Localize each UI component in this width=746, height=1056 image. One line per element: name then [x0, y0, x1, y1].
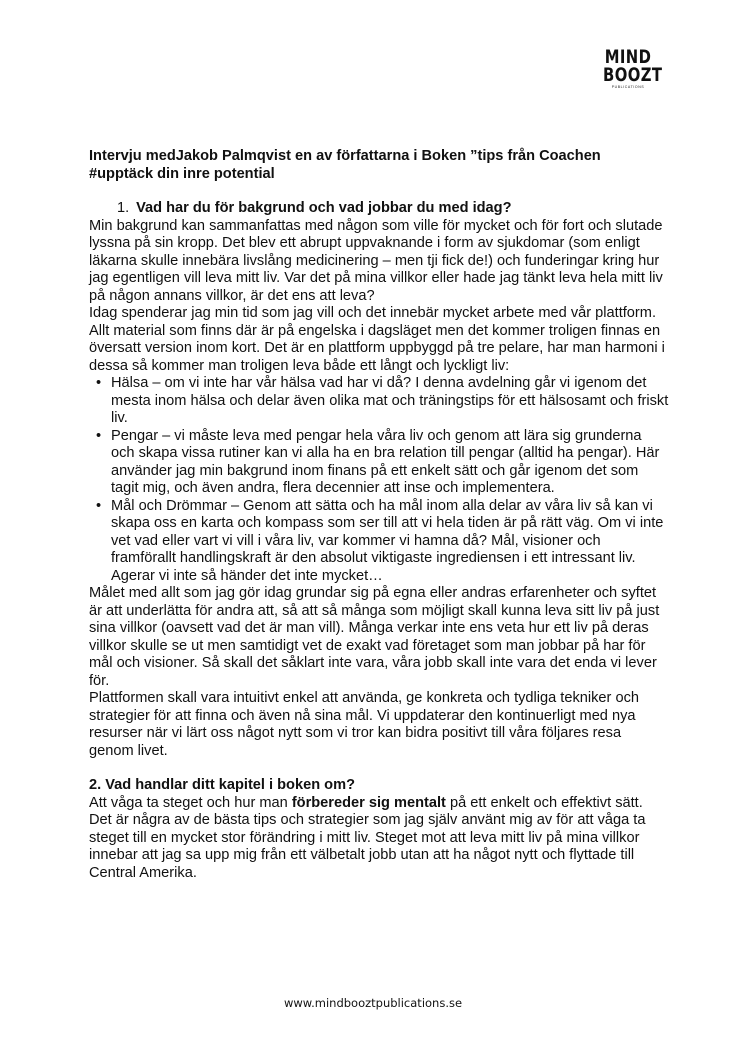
footer-url: www.mindbooztpublications.se [283, 996, 463, 1010]
list-item [89, 375, 669, 428]
answer-1-paragraph-3: Målet med allt som jag gör idag grundar sig på egna eller andras erfarenheter och syftet är att underlätta för andra att, så att så många som möjligt skall kunna leva sitt liv på just sina villkor (oavsett vad det är man vill). Många verkar inte ens veta hur ett liv på deras villkor skulle se ut men samtidigt vet de exakt vad företaget som man jobbar på har för mål och visioner. Så skall det såklart inte vara, våra jobb skall inte vara det enda vi lever för. [89, 585, 660, 689]
list-item [89, 428, 669, 498]
answer-2-text-start: Att våga ta steget och hur man [89, 794, 292, 811]
list-item-text: Pengar – vi måste leva med pengar hela våra liv och genom att lära sig grunderna och skapa vissa rutiner kan vi alla ha en bra relation till pengar (alltid ha pengar). Här använder jag min bakgrund inom finans på ett enkelt sätt och går igenom det som tagit mig, och även andra, flera decennier att inse och implementera. [111, 427, 660, 496]
answer-1-paragraph-1: Min bakgrund kan sammanfattas med någon som ville för mycket och för fort och slutade lyssna på sin kropp. Det blev ett abrupt uppvaknande i form av sjukdomar (som enligt läkarna skulle innebära livslång medicinering – men tji fick de!) och funderingar kring hur jag egentligen vill leva mitt liv. Var det på mina villkor eller hade jag tänkt leva hela mitt liv på någon annans villkor, är det ens att leva? [89, 217, 663, 304]
list-item-text: Hälsa – om vi inte har vår hälsa vad har vi då? I denna avdelning går vi igenom det mesta inom hälsa och delar även olika mat och träningstips för ett hälsosamt och friskt liv. [111, 375, 669, 426]
bullet-icon: • [96, 497, 102, 514]
answer-1-paragraph-2: Idag spenderar jag min tid som jag vill och det innebär mycket arbete med vår plattform. Allt material som finns där är på engelska i dagsläget men det kommer troligen finnas en översatt version inom kort. Det är en plattform uppbyggd på tre pelare, har man harmoni i dessa så kommer man troligen leva både ett långt och lyckligt liv: [89, 305, 665, 374]
question-1-number: 1. [117, 200, 130, 216]
title-line-1: Intervju medJakob Palmqvist en av författarna i Boken ”tips från Coachen [89, 148, 601, 164]
title-line-2: #upptäck din inre potential [89, 165, 275, 182]
answer-2-emphasis: förbereder sig mentalt [291, 794, 446, 811]
logo [596, 46, 663, 89]
document-title [89, 148, 669, 183]
answer-1-paragraph-4: Plattformen skall vara intuitivt enkel att använda, ge konkreta och tydliga tekniker och strategier för att finna och även nå sina mål. Vi uppdaterar den kontinuerligt med nya resurser när vi lärt oss något nytt som vi tror kan bidra positivt till våra följares resa genom livet. [89, 690, 639, 759]
question-1 [117, 200, 669, 218]
logo-line-boozt: BOOZT [603, 64, 663, 86]
answer-2-paragraph [89, 795, 669, 883]
question-1-text: Vad har du för bakgrund och vad jobbar du med idag? [136, 200, 512, 216]
bullet-icon: • [96, 375, 102, 391]
logo-line-mind: MIND [604, 46, 652, 68]
logo-subtitle: PUBLICATIONS [611, 85, 645, 89]
pillar-list [89, 375, 669, 585]
list-item-text: Mål och Drömmar – Genom att sätta och ha mål inom alla delar av våra liv så kan vi skapa oss en karta och kompass som ser till att vi hela tiden är på rätt väg. Om vi inte vet vad eller vart vi vill i våra liv, var kommer vi hamna då? Mål, visioner och framförallt handlingskraft är den absolut viktigaste ingrediensen i ett intressant liv. Agerar vi inte så händer det inte mycket… [111, 497, 664, 584]
question-2: 2. Vad handlar ditt kapitel i boken om? [89, 777, 355, 793]
bullet-icon: • [96, 427, 102, 444]
answer-2-text-end: på ett enkelt och effektivt sätt. Det är några av de bästa tips och strategier som jag själv använt mig av för att våga ta steget till en mycket stor förändring i mitt liv. Steget mot att leva mitt liv på mina villkor innebar att jag sa upp mig från ett välbetalt jobb utan att ha något nytt och flyttade till Central Amerika. [89, 794, 646, 881]
list-item [89, 498, 669, 586]
document-body [89, 148, 669, 882]
